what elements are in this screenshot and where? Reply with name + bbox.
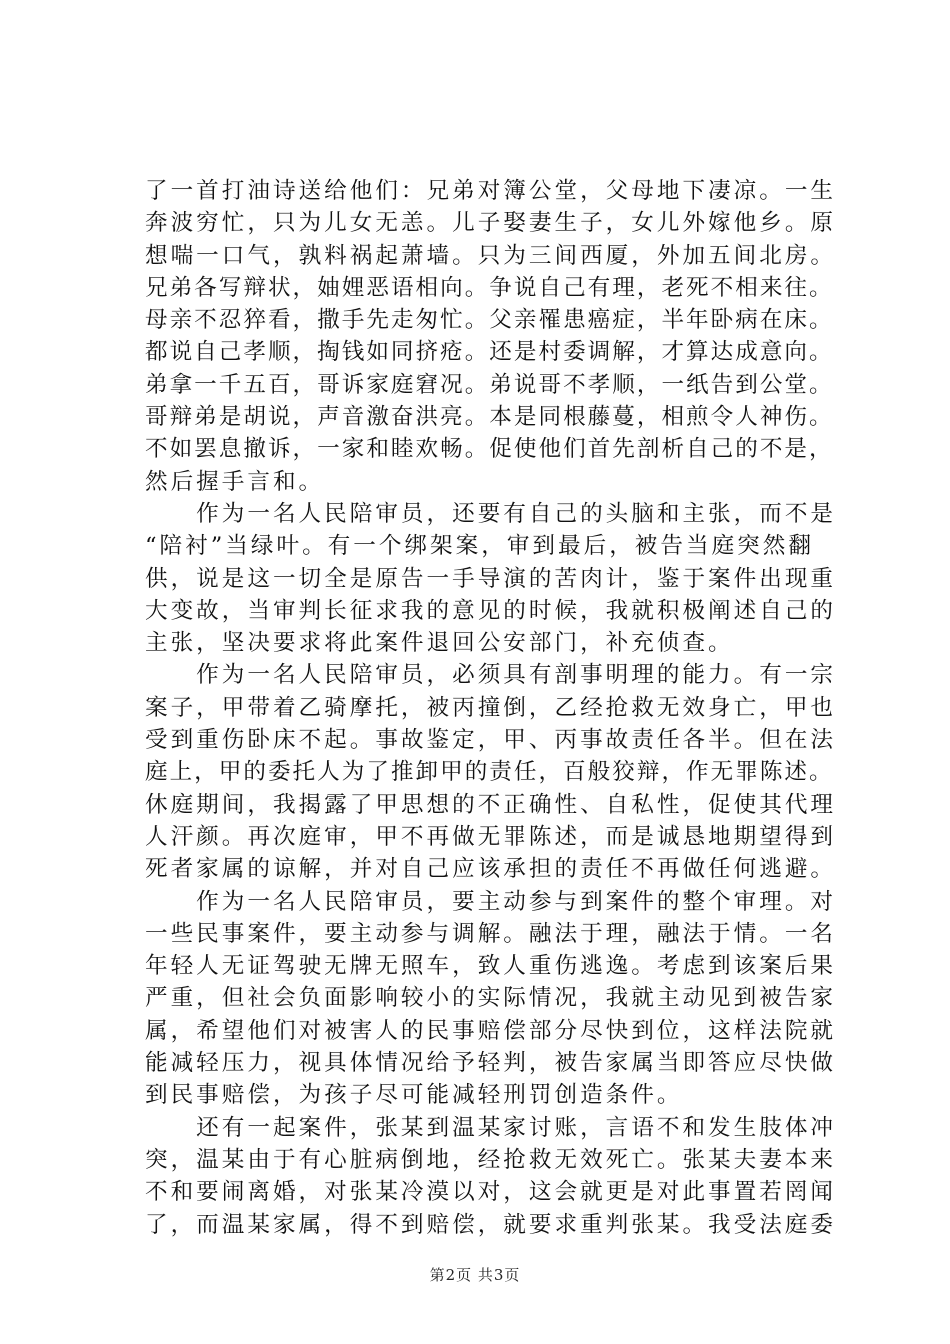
text-line: 作为一名人民陪审员，必须具有剖事明理的能力。有一宗 (145, 662, 837, 689)
text-line: 弟拿一千五百，哥诉家庭窘况。弟说哥不孝顺，一纸告到公堂。 (145, 371, 834, 398)
text-line: 不如罢息撤诉，一家和睦欢畅。促使他们首先剖析自己的不是， (145, 436, 834, 463)
page-number-footer: 第2页 共3页 (429, 1266, 521, 1284)
text-line: 死者家属的谅解，并对自己应该承担的责任不再做任何逃避。 (145, 856, 837, 883)
text-line: 大变故，当审判长征求我的意见的时候，我就积极阐述自己的 (145, 597, 837, 624)
document-body (145, 175, 845, 1241)
text-line: 都说自己孝顺，掏钱如同挤疮。还是村委调解，才算达成意向。 (145, 339, 834, 366)
text-line: 作为一名人民陪审员，还要有自己的头脑和主张，而不是 (145, 500, 837, 527)
text-line: 还有一起案件，张某到温某家讨账，言语不和发生肢体冲 (145, 1114, 837, 1141)
text-line: 严重，但社会负面影响较小的实际情况，我就主动见到被告家 (145, 985, 837, 1012)
text-line: 一些民事案件，要主动参与调解。融法于理，融法于情。一名 (145, 920, 837, 947)
text-line: 休庭期间，我揭露了甲思想的不正确性、自私性，促使其代理 (145, 791, 837, 818)
text-line: 人汗颜。再次庭审，甲不再做无罪陈述，而是诚恳地期望得到 (145, 823, 837, 850)
text-line: 了一首打油诗送给他们：兄弟对簿公堂，父母地下凄凉。一生 (145, 178, 837, 204)
text-line: 受到重伤卧床不起。事故鉴定，甲、丙事故责任各半。但在法 (145, 727, 837, 754)
text-line: 能减轻压力，视具体情况给予轻判，被告家属当即答应尽快做 (145, 1050, 837, 1077)
text-line: 突，温某由于有心脏病倒地，经抢救无效死亡。张某夫妻本来 (145, 1146, 837, 1173)
text-line: 奔波穷忙，只为儿女无恙。儿子娶妻生子，女儿外嫁他乡。原 (145, 210, 837, 237)
text-line: 年轻人无证驾驶无牌无照车，致人重伤逃逸。考虑到该案后果 (145, 953, 837, 980)
text-line: 母亲不忍猝看，撒手先走匆忙。父亲罹患癌症，半年卧病在床。 (145, 307, 834, 334)
text-line: 主张，坚决要求将此案件退回公安部门，补充侦查。 (145, 630, 734, 657)
text-line: 兄弟各写辩状，妯娌恶语相向。争说自己有理，老死不相来往。 (145, 274, 834, 301)
text-line: 哥辩弟是胡说，声音激奋洪亮。本是同根藤蔓，相煎令人神伤。 (145, 404, 834, 431)
text-line: 到民事赔偿，为孩子尽可能减轻刑罚创造条件。 (145, 1082, 683, 1109)
text-line: 属，希望他们对被害人的民事赔偿部分尽快到位，这样法院就 (145, 1017, 837, 1044)
text-line: 不和要闹离婚，对张某冷漠以对，这会就更是对此事置若罔闻 (145, 1179, 837, 1206)
text-line: 然后握手言和。 (145, 468, 325, 495)
text-line: 了，而温某家属，得不到赔偿，就要求重判张某。我受法庭委 (145, 1211, 837, 1238)
text-line: 作为一名人民陪审员，要主动参与到案件的整个审理。对 (145, 888, 837, 915)
text-line: 想喘一口气，孰料祸起萧墙。只为三间西厦，外加五间北房。 (145, 242, 837, 269)
text-line: 供，说是这一切全是原告一手导演的苦肉计，鉴于案件出现重 (145, 565, 837, 592)
text-line: “陪衬”当绿叶。有一个绑架案，审到最后，被告当庭突然翻 (145, 533, 814, 560)
text-line: 庭上，甲的委托人为了推卸甲的责任，百般狡辩，作无罪陈述。 (145, 759, 834, 786)
text-line: 案子，甲带着乙骑摩托，被丙撞倒，乙经抢救无效身亡，甲也 (145, 694, 837, 721)
